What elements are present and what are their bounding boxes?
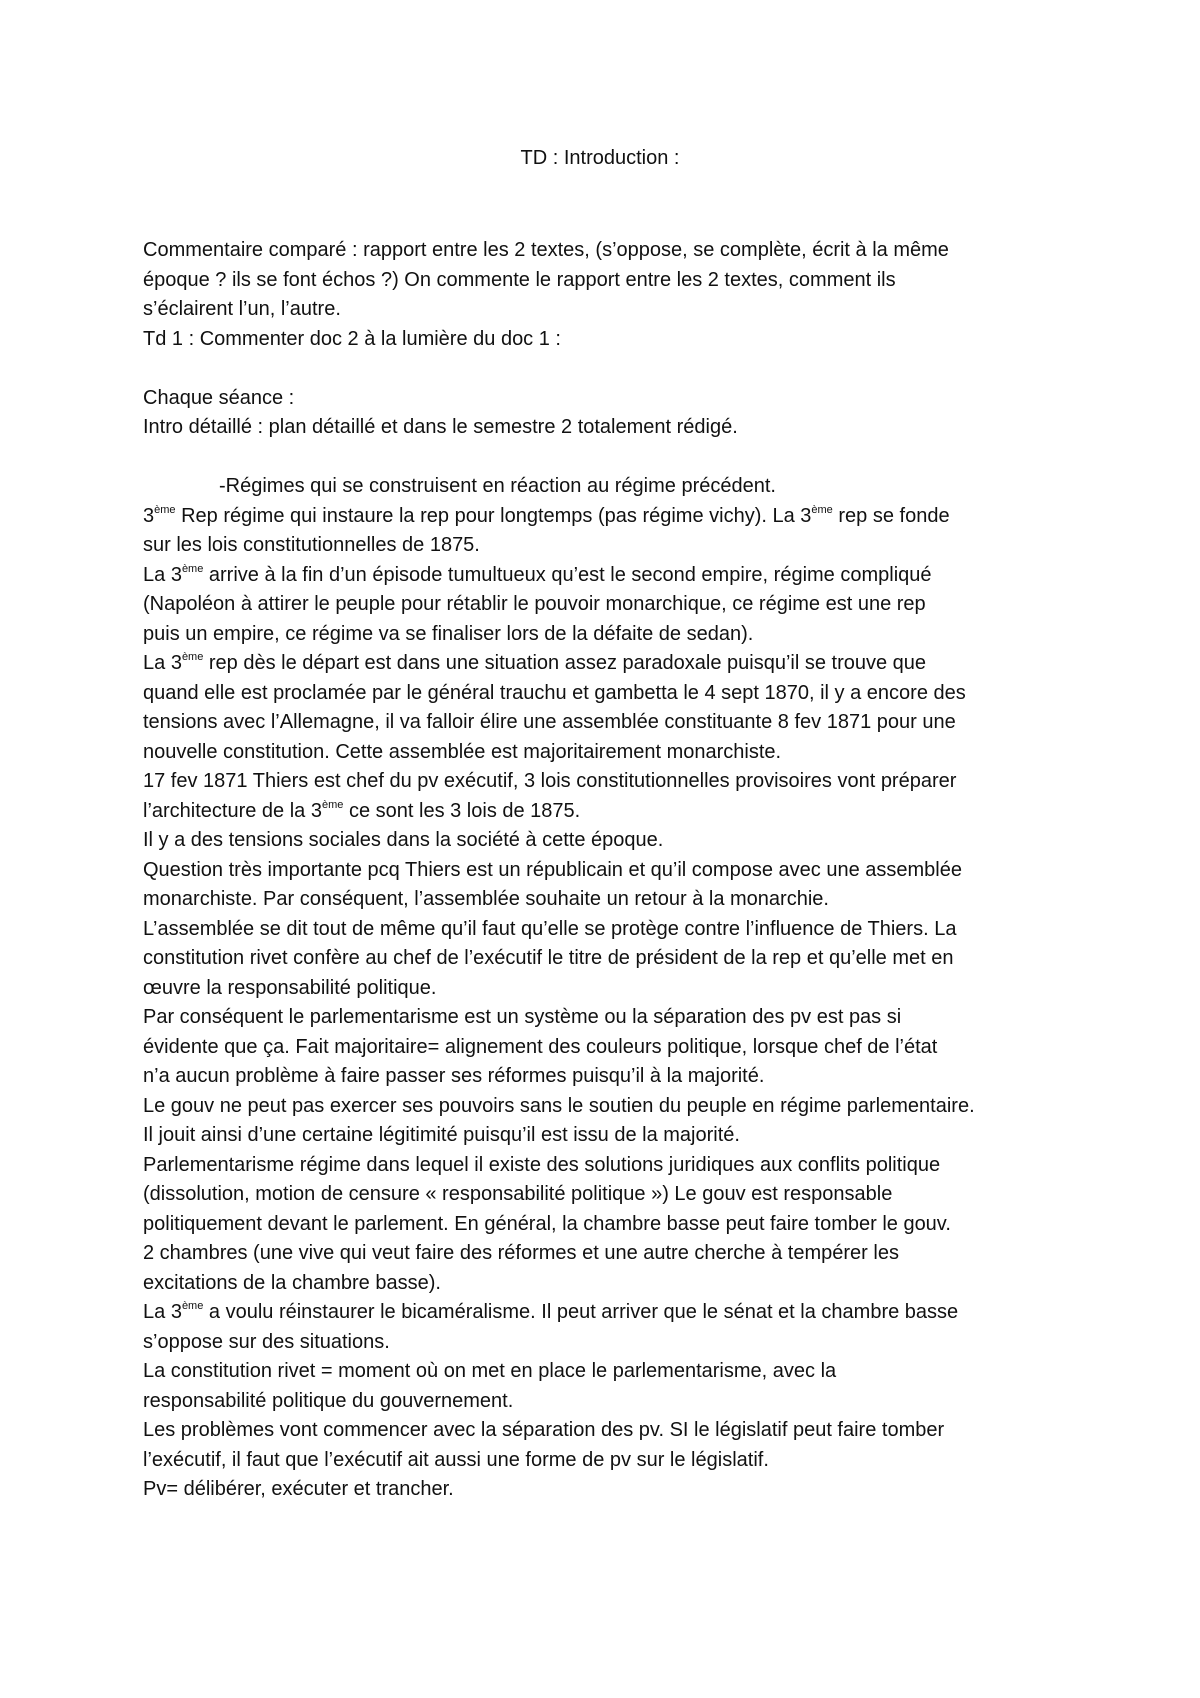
text-line: constitution rivet confère au chef de l’exécutif le titre de président de la rep et qu’elle met en (143, 947, 954, 969)
text-line: Td 1 : Commenter doc 2 à la lumière du doc 1 : (143, 327, 561, 350)
text-line: La 3ème a voulu réinstaurer le bicaméralisme. Il peut arriver que le sénat et la chambre basse (143, 1300, 959, 1323)
text-line: s’oppose sur des situations. (143, 1330, 390, 1353)
text-line: 2 chambres (une vive qui veut faire des réformes et une autre cherche à tempérer les (143, 1242, 899, 1264)
text-line: époque ? ils se font échos ?) On commente le rapport entre les 2 textes, comment ils (143, 268, 896, 291)
text-line: sur les lois constitutionnelles de 1875. (143, 534, 480, 556)
text-line: œuvre la responsabilité politique. (143, 976, 437, 999)
document-body (143, 236, 1063, 1505)
text-line: Chaque séance : (143, 386, 295, 409)
document-title: TD : Introduction : (520, 147, 680, 169)
text-line: Parlementarisme régime dans lequel il existe des solutions juridiques aux conflits politique (143, 1153, 941, 1176)
text-line: tensions avec l’Allemagne, il va falloir élire une assemblée constituante 8 fev 1871 pour une (143, 711, 956, 733)
text-line: nouvelle constitution. Cette assemblée est majoritairement monarchiste. (143, 740, 782, 763)
text-line: responsabilité politique du gouvernement. (143, 1389, 514, 1412)
text-line: La constitution rivet = moment où on met en place le parlementarisme, avec la (143, 1360, 837, 1382)
text-line: puis un empire, ce régime va se finaliser lors de la défaite de sedan). (143, 622, 754, 645)
text-line: Commentaire comparé : rapport entre les 2 textes, (s’oppose, se complète, écrit à la même (143, 239, 949, 261)
text-line: L’assemblée se dit tout de même qu’il faut qu’elle se protège contre l’influence de Thiers. La (143, 917, 957, 940)
text-line: Le gouv ne peut pas exercer ses pouvoirs sans le soutien du peuple en régime parlementaire. (143, 1094, 975, 1117)
text-line: monarchiste. Par conséquent, l’assemblée souhaite un retour à la monarchie. (143, 888, 829, 910)
text-line: l’architecture de la 3ème ce sont les 3 lois de 1875. (143, 798, 581, 822)
text-line: Par conséquent le parlementarisme est un système ou la séparation des pv est pas si (143, 1006, 902, 1028)
text-line: Les problèmes vont commencer avec la séparation des pv. SI le législatif peut faire tomber (143, 1419, 945, 1441)
text-line: politiquement devant le parlement. En général, la chambre basse peut faire tomber le gouv. (143, 1212, 951, 1235)
text-line: Question très importante pcq Thiers est un républicain et qu’il compose avec une assemblée (143, 858, 962, 881)
text-line: quand elle est proclamée par le général trauchu et gambetta le 4 sept 1870, il y a encore des (143, 681, 966, 704)
text-line: La 3ème rep dès le départ est dans une situation assez paradoxale puisqu’il se trouve que (143, 651, 927, 674)
text-line: (dissolution, motion de censure « responsabilité politique ») Le gouv est responsable (143, 1183, 893, 1205)
text-line (143, 443, 1063, 473)
text-line: évidente que ça. Fait majoritaire= alignement des couleurs politique, lorsque chef de l’état (143, 1035, 938, 1058)
text-line: excitations de la chambre basse). (143, 1271, 441, 1294)
text-line (143, 354, 1063, 384)
text-line: (Napoléon à attirer le peuple pour rétablir le pouvoir monarchique, ce régime est une rep (143, 593, 926, 615)
text-line: Il jouit ainsi d’une certaine légitimité puisqu’il est issu de la majorité. (143, 1124, 740, 1146)
text-line: n’a aucun problème à faire passer ses réformes puisqu’il à la majorité. (143, 1065, 765, 1087)
text-line: 3ème Rep régime qui instaure la rep pour longtemps (pas régime vichy). La 3ème rep se fonde (143, 503, 950, 527)
text-line: 17 fev 1871 Thiers est chef du pv exécutif, 3 lois constitutionnelles provisoires vont préparer (143, 770, 957, 792)
text-line: Intro détaillé : plan détaillé et dans le semestre 2 totalement rédigé. (143, 416, 738, 438)
text-line: -Régimes qui se construisent en réaction au régime précédent. (219, 475, 776, 497)
text-line: Il y a des tensions sociales dans la société à cette époque. (143, 829, 664, 851)
text-line: La 3ème arrive à la fin d’un épisode tumultueux qu’est le second empire, régime compliqué (143, 562, 932, 586)
text-line: s’éclairent l’un, l’autre. (143, 298, 341, 320)
text-line: l’exécutif, il faut que l’exécutif ait aussi une forme de pv sur le législatif. (143, 1448, 769, 1471)
text-line: Pv= délibérer, exécuter et trancher. (143, 1478, 454, 1500)
